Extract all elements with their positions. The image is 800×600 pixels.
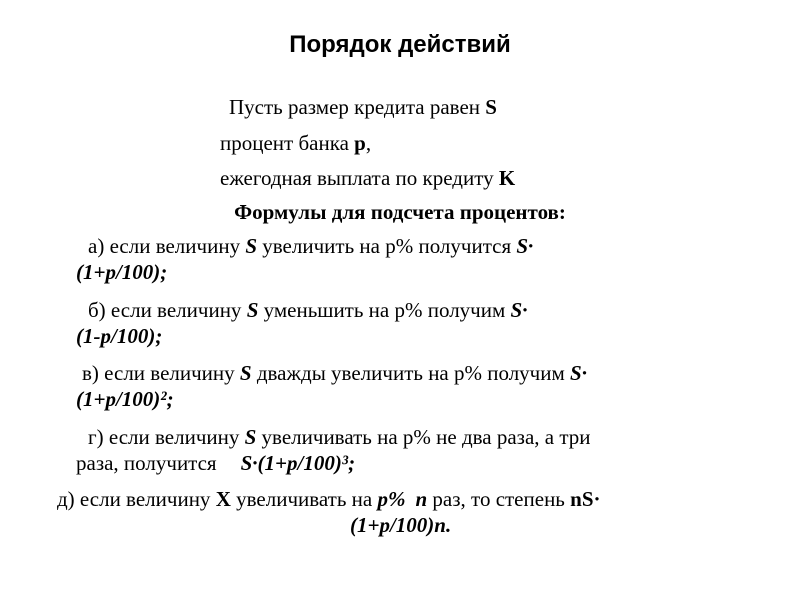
item-b-prefix: б) если величину: [88, 298, 247, 322]
item-g-prefix: г) если величину: [88, 425, 245, 449]
item-a-line1: [88, 234, 533, 258]
item-v-line1: [82, 361, 587, 385]
item-a-formula: (1+p/100);: [76, 260, 168, 284]
item-v-var: S: [239, 361, 252, 385]
var-p: p: [354, 131, 366, 155]
item-b-formula: (1-p/100);: [76, 324, 163, 348]
item-b-mid: уменьшить на р% получим: [258, 298, 511, 322]
item-g-line1: [88, 425, 591, 449]
item-v-result: S·: [570, 361, 587, 385]
given-line-credit: [229, 95, 497, 119]
item-v-formula: (1+p/100)²;: [76, 387, 174, 411]
page-title: Порядок действий: [289, 31, 511, 58]
item-b-var: S: [246, 298, 259, 322]
item-d-p: p%: [377, 487, 406, 511]
var-k: K: [498, 166, 516, 190]
item-v-mid: дважды увеличить на р% получим: [251, 361, 571, 385]
item-d-result: nS·: [570, 487, 601, 511]
given-line-percent-comma: ,: [365, 131, 372, 155]
given-line-payment: [220, 166, 515, 190]
item-v-prefix: в) если величину: [82, 361, 240, 385]
item-a-result: S·: [516, 234, 534, 258]
item-d-prefix: д) если величину: [57, 487, 216, 511]
given-line-percent: [220, 131, 371, 155]
item-g-formula: S·(1+p/100)³;: [240, 451, 356, 475]
item-d-n: n: [415, 487, 428, 511]
given-line-percent-text: процент банка: [220, 131, 355, 155]
item-d-formula: (1+p/100)n.: [350, 513, 452, 537]
item-b-result: S·: [510, 298, 528, 322]
item-d-mid2: раз, то степень: [427, 487, 571, 511]
formulas-heading: Формулы для подсчета процентов:: [234, 200, 566, 224]
item-g-mid: увеличивать на р% не два раза, а три: [256, 425, 591, 449]
item-a-var: S: [245, 234, 258, 258]
item-d-mid: увеличивать на: [230, 487, 378, 511]
item-a-mid: увеличить на р% получится: [257, 234, 517, 258]
var-s: S: [485, 95, 497, 119]
given-line-payment-text: ежегодная выплата по кредиту: [220, 166, 499, 190]
item-g-line2: [76, 451, 355, 475]
given-line-credit-text: Пусть размер кредита равен: [229, 95, 486, 119]
item-d-line1: [57, 487, 601, 511]
item-g-line2-text: раза, получится: [76, 451, 217, 475]
item-d-var: X: [215, 487, 231, 511]
item-a-prefix: а) если величину: [88, 234, 246, 258]
item-g-var: S: [244, 425, 257, 449]
item-b-line1: [88, 298, 527, 322]
